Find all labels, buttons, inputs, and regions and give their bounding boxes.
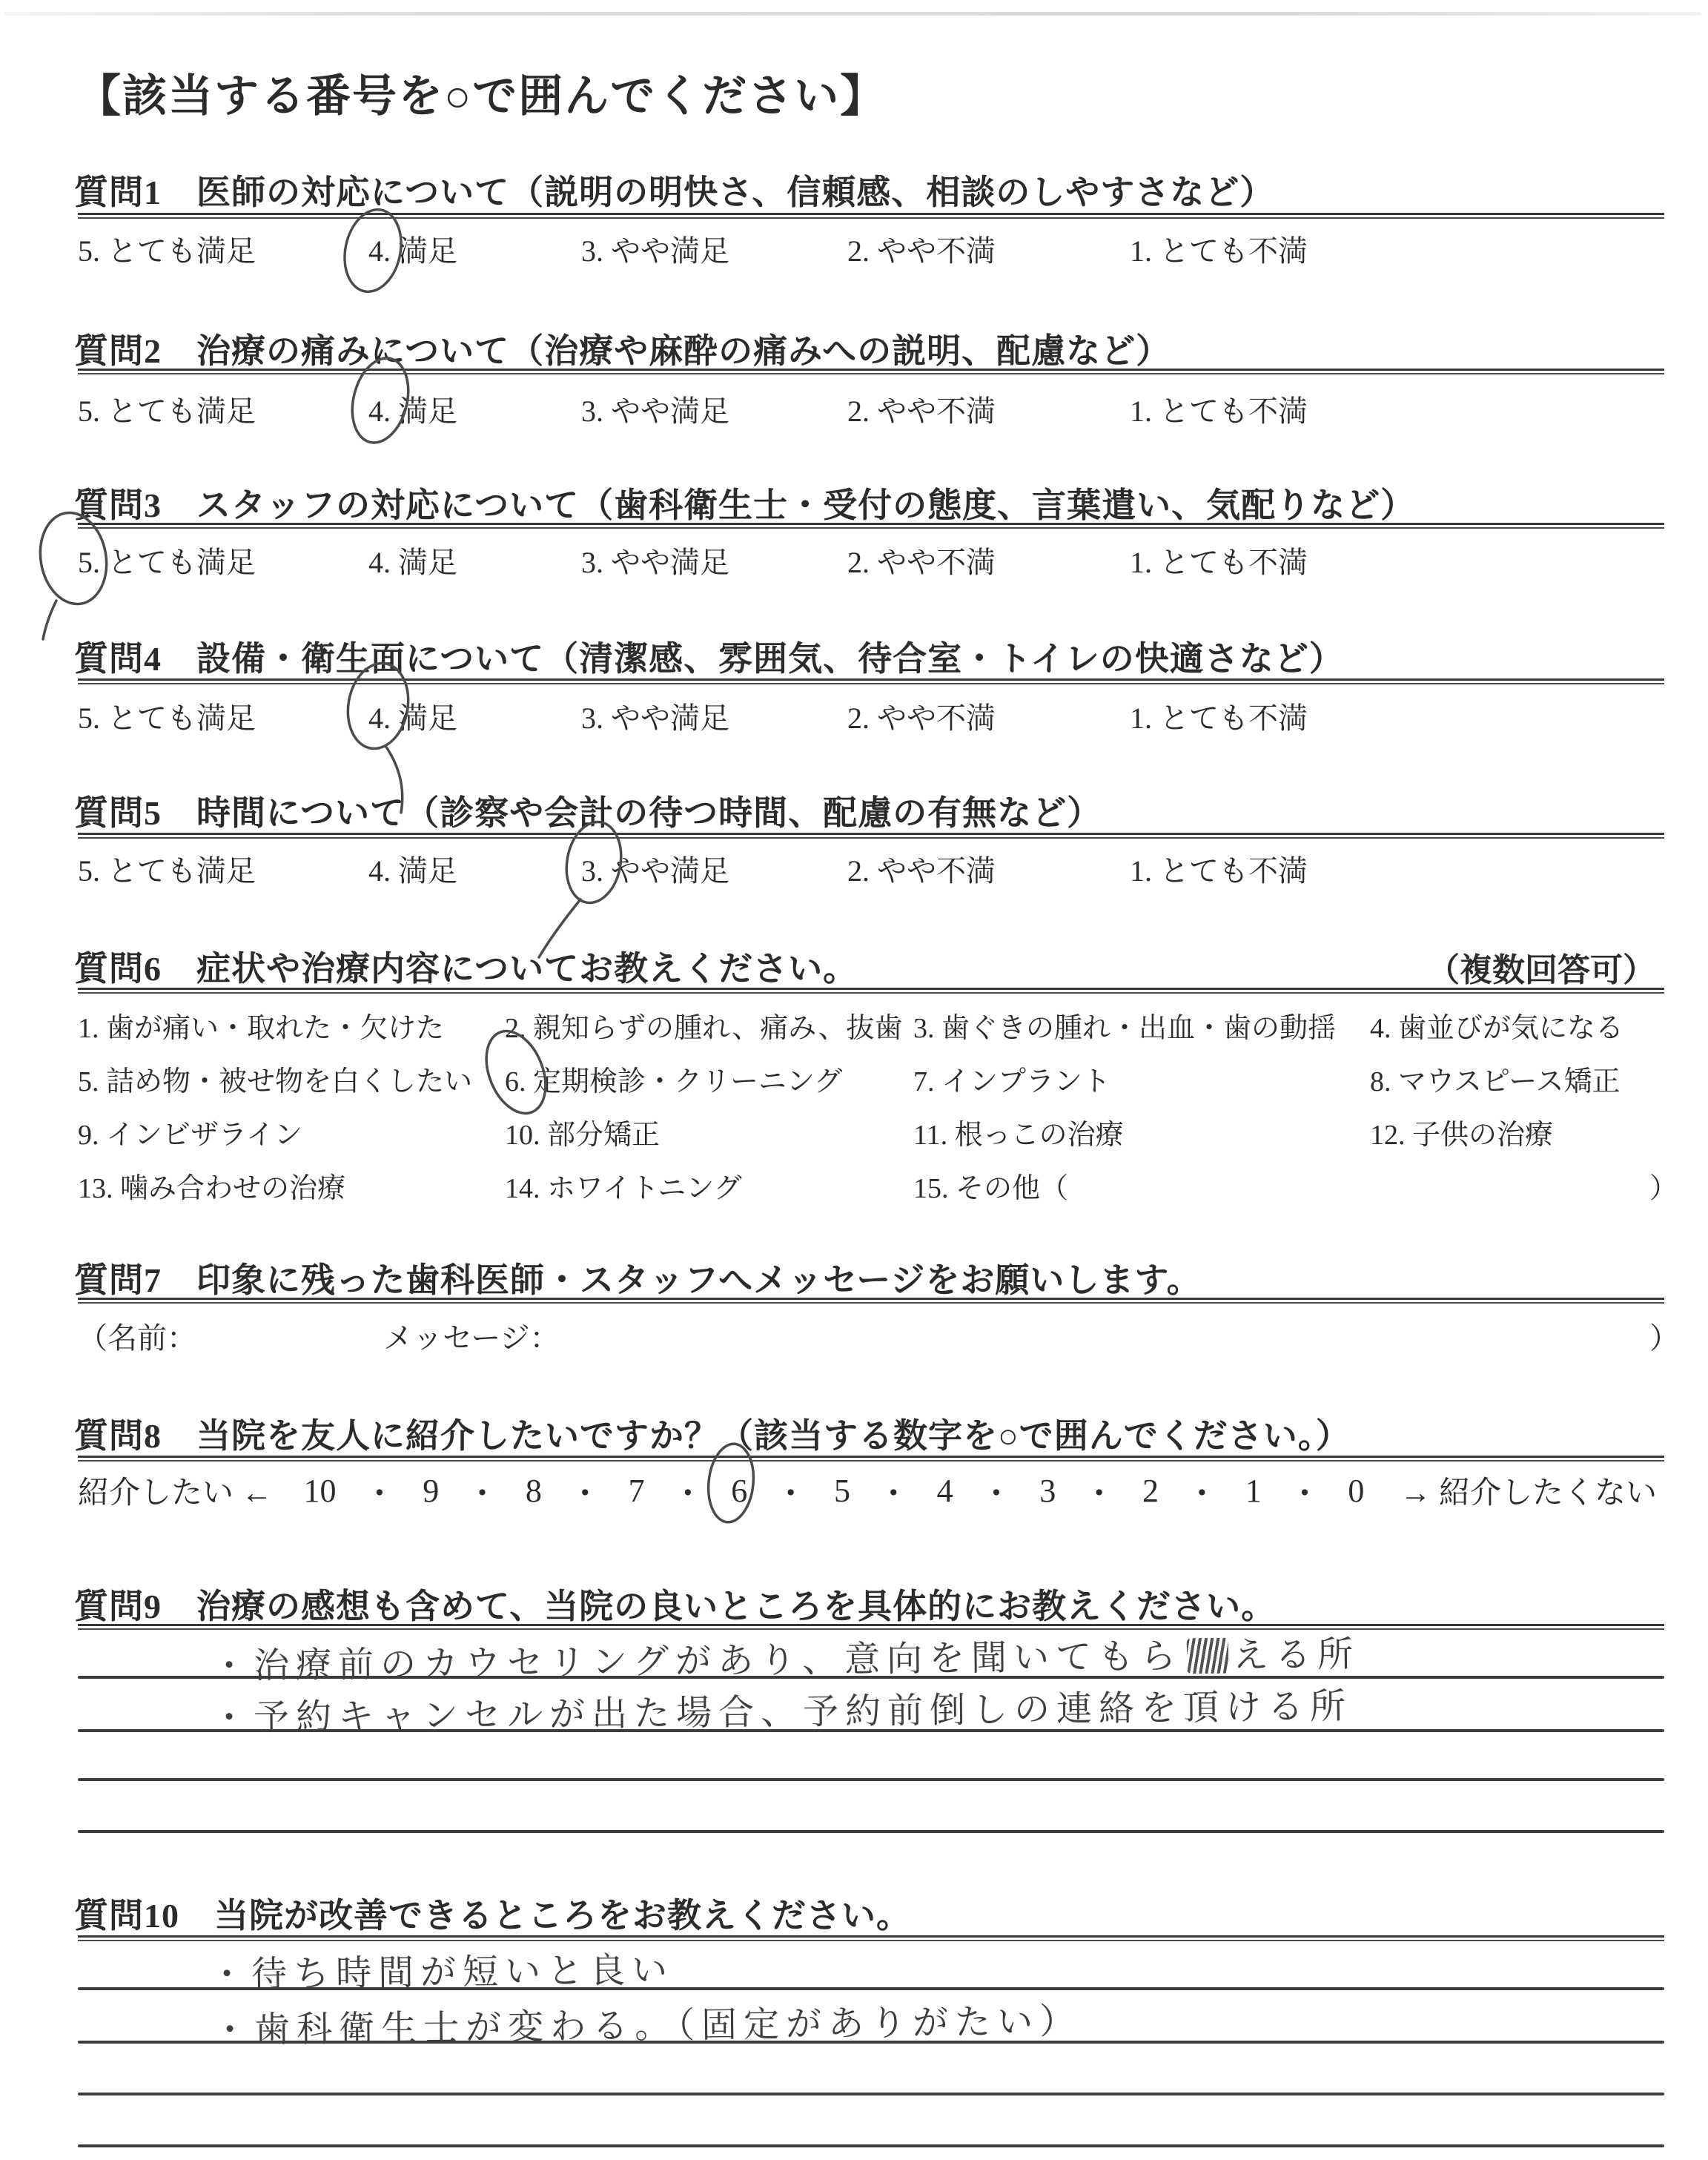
handwritten-answer-line-2: ・予約キャンセルが出た場合、予約前倒しの連絡を頂ける所 — [211, 1685, 1353, 1740]
symptom-item-13: 13. 噛み合わせの治療 — [78, 1173, 346, 1204]
scale-1: 1 — [1245, 1472, 1262, 1509]
option-very-satisfied: 5. とても満足 — [78, 701, 256, 735]
message-field-label: メッセージ： — [383, 1321, 560, 1355]
writing-line — [78, 1830, 1664, 1833]
option-somewhat-satisfied: 3. やや満足 — [581, 234, 729, 268]
question-8-section — [74, 1409, 1664, 1512]
other-close-paren: ） — [1649, 1173, 1678, 1204]
name-message-row — [74, 1315, 1679, 1355]
question-2-section — [74, 324, 1664, 428]
question-7-title: 質問7 印象に残った歯科医師・スタッフへメッセージをお願いします。 — [74, 1261, 1202, 1299]
symptom-item-11: 11. 根っこの治療 — [913, 1120, 1124, 1151]
scan-edge-line — [4, 12, 1701, 16]
scale-0: 0 — [1348, 1472, 1365, 1509]
scale-dot: ・ — [1082, 1476, 1116, 1512]
question-3-title: 質問3 スタッフの対応について（歯科衛生士・受付の態度、言葉遣い、気配りなど） — [74, 486, 1416, 524]
option-somewhat-dissatisfied: 2. やや不満 — [847, 234, 996, 268]
scale-left-label: 紹介したい ← — [78, 1476, 273, 1510]
question-5-options — [74, 848, 1664, 886]
scribbled-out-character — [1187, 1638, 1228, 1674]
scale-dot: ・ — [774, 1476, 807, 1512]
question-9-section — [74, 1579, 1664, 1876]
handwritten-answer-line-1: ・待ち時間が短いと良い — [208, 1949, 675, 1996]
option-very-satisfied: 5. とても満足 — [78, 546, 256, 579]
scale-7: 7 — [628, 1472, 645, 1509]
option-very-dissatisfied: 1. とても不満 — [1130, 234, 1308, 268]
option-very-dissatisfied: 1. とても不満 — [1130, 394, 1308, 428]
option-somewhat-dissatisfied: 2. やや不満 — [847, 701, 996, 735]
question-6-title: 質問6 症状や治療内容についてお教えください。 — [74, 950, 858, 988]
option-very-satisfied: 5. とても満足 — [78, 854, 256, 888]
option-somewhat-satisfied: 3. やや満足 — [581, 394, 729, 428]
option-somewhat-dissatisfied: 2. やや不満 — [847, 394, 996, 428]
scale-6: 6 — [731, 1472, 748, 1509]
option-very-dissatisfied: 1. とても不満 — [1130, 854, 1308, 888]
scale-10: 10 — [303, 1472, 337, 1509]
question-7-section — [74, 1253, 1679, 1355]
question-2-title: 質問2 治療の痛みについて（治療や麻酔の痛みへの説明、配慮など） — [74, 332, 1171, 370]
question-6-section — [74, 942, 1678, 1209]
symptom-item-10: 10. 部分矯正 — [505, 1120, 661, 1151]
question-2-options — [74, 388, 1664, 426]
question-1-title: 質問1 医師の対応について（説明の明快さ、信頼感、相談のしやすさなど） — [74, 174, 1275, 211]
recommend-scale — [304, 1467, 1365, 1514]
question-4-section — [74, 632, 1664, 735]
handwriting-text: ・治療前のカウセリングがあり、意向を聞いてもら — [211, 1635, 1183, 1688]
question-3-options — [74, 539, 1664, 578]
option-satisfied: 4. 満足 — [368, 701, 457, 735]
handwritten-answer-line-2: ・歯科衛生士が変わる。（固定がありがたい） — [211, 2000, 1082, 2052]
recommend-scale-row — [78, 1467, 1657, 1514]
scale-dot: ・ — [569, 1476, 602, 1512]
scale-8: 8 — [525, 1472, 542, 1509]
scale-right-label: → 紹介したくない — [1400, 1476, 1657, 1510]
symptom-item-15-other: 15. その他（ — [913, 1173, 1069, 1204]
symptom-item-6: 6. 定期検診・クリーニング — [505, 1066, 843, 1097]
option-satisfied: 4. 満足 — [368, 394, 457, 428]
divider — [78, 833, 1664, 839]
option-somewhat-dissatisfied: 2. やや不満 — [847, 854, 996, 888]
option-very-dissatisfied: 1. とても不満 — [1130, 701, 1308, 735]
scale-3: 3 — [1039, 1472, 1056, 1509]
question-8-title: 質問8 当院を友人に紹介したいですか？（該当する数字を○で囲んでください。） — [74, 1417, 1351, 1455]
option-somewhat-satisfied: 3. やや満足 — [581, 854, 729, 888]
divider — [78, 213, 1664, 219]
scale-dot: ・ — [671, 1476, 704, 1512]
name-field-label: （名前： — [78, 1321, 196, 1355]
scale-dot: ・ — [1185, 1476, 1219, 1512]
option-satisfied: 4. 満足 — [368, 854, 457, 888]
option-very-satisfied: 5. とても満足 — [78, 394, 256, 428]
symptom-item-14: 14. ホワイトニング — [505, 1173, 742, 1204]
scale-dot: ・ — [1288, 1476, 1322, 1512]
row-close-paren: ） — [1649, 1321, 1679, 1355]
option-satisfied: 4. 満足 — [368, 234, 457, 268]
divider — [78, 1935, 1664, 1941]
writing-line — [78, 1778, 1664, 1781]
option-very-satisfied: 5. とても満足 — [78, 234, 256, 268]
divider — [78, 1456, 1664, 1462]
writing-line — [78, 2144, 1664, 2147]
question-4-title: 質問4 設備・衛生面について（清潔感、雰囲気、待合室・トイレの快適さなど） — [74, 640, 1344, 678]
divider — [78, 369, 1664, 374]
option-very-dissatisfied: 1. とても不満 — [1130, 546, 1308, 579]
multiple-answers-note: （複数回答可） — [1427, 952, 1655, 988]
scale-dot: ・ — [363, 1476, 396, 1512]
option-somewhat-satisfied: 3. やや満足 — [581, 546, 729, 579]
symptom-item-7: 7. インプラント — [913, 1066, 1111, 1097]
question-1-options — [74, 228, 1664, 266]
scale-dot: ・ — [466, 1476, 499, 1512]
symptom-item-4: 4. 歯並びが気になる — [1370, 1013, 1624, 1044]
question-10-title: 質問10 当院が改善できるところをお教えください。 — [74, 1897, 911, 1935]
scale-9: 9 — [423, 1472, 440, 1509]
symptom-item-9: 9. インビザライン — [78, 1120, 302, 1151]
question-9-title: 質問9 治療の感想も含めて、当院の良いところを具体的にお教えください。 — [74, 1588, 1277, 1625]
divider — [78, 1298, 1664, 1304]
scale-dot: ・ — [877, 1476, 910, 1512]
scale-2: 2 — [1142, 1472, 1159, 1509]
question-10-section — [74, 1889, 1664, 2156]
option-somewhat-dissatisfied: 2. やや不満 — [847, 546, 996, 579]
question-5-title: 質問5 時間について（診察や会計の待つ時間、配慮の有無など） — [74, 794, 1102, 832]
option-satisfied: 4. 満足 — [368, 546, 457, 579]
symptom-item-1: 1. 歯が痛い・取れた・欠けた — [78, 1013, 445, 1044]
handwriting-text: える所 — [1232, 1633, 1360, 1677]
symptom-item-5: 5. 詰め物・被せ物を白くしたい — [78, 1066, 473, 1097]
symptom-item-3: 3. 歯ぐきの腫れ・出血・歯の動揺 — [913, 1013, 1337, 1044]
writing-line — [78, 2093, 1664, 2095]
q3-circle-tail — [43, 601, 56, 639]
symptom-item-12: 12. 子供の治療 — [1370, 1120, 1554, 1151]
symptom-item-2: 2. 親知らずの腫れ、痛み、抜歯 — [505, 1013, 903, 1044]
question-5-section — [74, 786, 1664, 888]
divider — [78, 523, 1664, 529]
option-somewhat-satisfied: 3. やや満足 — [581, 701, 729, 735]
divider — [78, 1624, 1664, 1630]
symptom-item-8: 8. マウスピース矯正 — [1370, 1066, 1621, 1097]
question-1-section — [74, 165, 1664, 268]
scale-5: 5 — [833, 1472, 850, 1509]
question-4-options — [74, 695, 1664, 733]
scale-dot: ・ — [979, 1476, 1013, 1512]
divider — [78, 678, 1664, 684]
divider — [78, 988, 1664, 994]
scale-4: 4 — [936, 1472, 953, 1509]
form-main-title: 【該当する番号を○で囲んでください】 — [76, 72, 887, 121]
question-3-section — [74, 478, 1664, 579]
